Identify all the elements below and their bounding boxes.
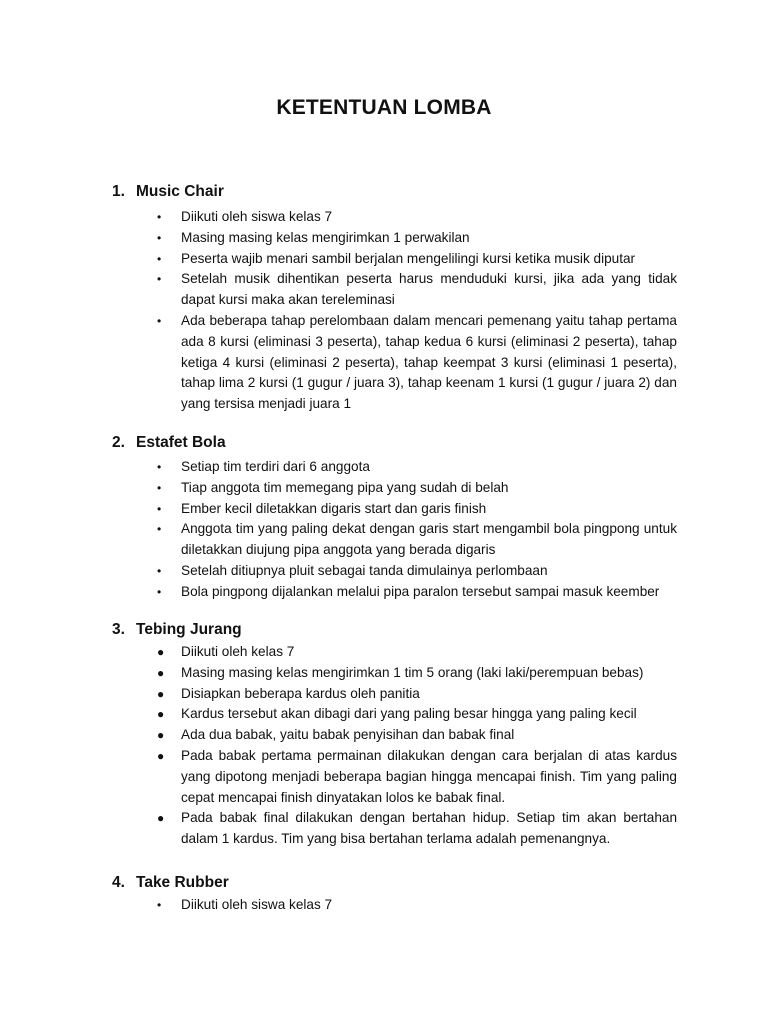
bullet-icon: ● (157, 748, 165, 763)
list-item: • Ember kecil diletakkan digaris start dan garis finish (0, 499, 677, 520)
section-heading (112, 434, 226, 452)
list-item: • Bola pingpong dijalankan melalui pipa paralon tersebut sampai masuk keember (0, 582, 677, 603)
list-item: ● Pada babak final dilakukan dengan bertahan hidup. Setiap tim akan bertahan dalam 1 kardus. Tim yang bisa bertahan terlama adalah pemenangnya. (157, 810, 677, 847)
list-item: • Ada beberapa tahap perelombaan dalam mencari pemenang yaitu tahap pertama ada 8 kursi (eliminasi 3 peserta), tahap kedua 6 kursi (eliminasi 2 peserta), tahap ketiga 4 kursi (eliminasi 2 peserta), tahap keempat 3 kursi (eliminasi 1 peserta), tahap lima 2 kursi (1 gugur / juara 3), tahap keenam 1 kursi (1 gugur / juara 2) dan yang tersisa menjadi juara 1 (157, 312, 677, 412)
list-item: • Setiap tim terdiri dari 6 anggota (0, 457, 677, 478)
bullet-icon: ● (157, 665, 165, 680)
bullet-icon: • (157, 480, 162, 495)
bullet-icon: • (157, 501, 162, 516)
list-item: • Diikuti oleh siswa kelas 7 (0, 895, 677, 916)
section-heading (112, 183, 224, 201)
list-item: • Masing masing kelas mengirimkan 1 perwakilan (0, 228, 677, 249)
bullet-icon: ● (157, 811, 165, 826)
section-title: Tebing Jurang (136, 621, 242, 638)
list-item: ● Diikuti oleh kelas 7 (0, 642, 677, 663)
section-number: 1. (112, 183, 125, 200)
bullet-icon: • (157, 898, 162, 912)
section-heading (112, 874, 229, 892)
bullet-icon: • (157, 210, 162, 224)
list-item: • Anggota tim yang paling dekat dengan garis start mengambil bola pingpong untuk diletakkan diujung pipa anggota yang berada digaris (157, 521, 677, 558)
bullet-icon: • (157, 563, 162, 578)
list-item: • Tiap anggota tim memegang pipa yang sudah di belah (0, 478, 677, 499)
list-item: ● Ada dua babak, yaitu babak penyisihan dan babak final (0, 725, 677, 746)
bullet-list (0, 895, 768, 916)
list-item: ● Pada babak pertama permainan dilakukan dengan cara berjalan di atas kardus yang dipotong menjadi beberapa bagian hingga mencapai finish. Tim yang paling cepat mencapai finish dinyatakan lolos ke babak final. (157, 747, 677, 805)
list-item: ● Masing masing kelas mengirimkan 1 tim 5 orang (laki laki/perempuan bebas) (0, 663, 677, 684)
bullet-icon: • (157, 522, 162, 537)
list-item: ● Kardus tersebut akan dibagi dari yang paling besar hingga yang paling kecil (0, 704, 677, 725)
bullet-icon: ● (157, 645, 165, 659)
list-item: • Diikuti oleh siswa kelas 7 (0, 207, 677, 228)
bullet-icon: • (157, 584, 162, 599)
section-number: 2. (112, 434, 125, 451)
section-title: Music Chair (136, 183, 224, 200)
section-title: Take Rubber (136, 874, 229, 891)
bullet-icon: • (157, 460, 162, 474)
bullet-icon: ● (157, 728, 165, 743)
list-item: • Setelah musik dihentikan peserta harus menduduki kursi, jika ada yang tidak dapat kursi maka akan tereleminasi (157, 271, 677, 308)
list-item: • Setelah ditiupnya pluit sebagai tanda dimulainya perlombaan (0, 561, 677, 582)
section-title: Estafet Bola (136, 434, 226, 451)
bullet-icon: • (157, 313, 162, 328)
page-title: KETENTUAN LOMBA (276, 96, 492, 119)
bullet-icon: ● (157, 686, 165, 701)
bullet-list (0, 207, 768, 415)
section-number: 4. (112, 874, 125, 891)
bullet-list (0, 457, 768, 603)
section-heading (112, 621, 242, 639)
list-item: • Peserta wajib menari sambil berjalan mengelilingi kursi ketika musik diputar (0, 249, 677, 270)
bullet-icon: • (157, 251, 162, 266)
bullet-list (0, 642, 768, 850)
list-item: ● Disiapkan beberapa kardus oleh panitia (0, 684, 677, 705)
section-number: 3. (112, 621, 125, 638)
bullet-icon: • (157, 272, 162, 287)
bullet-icon: • (157, 230, 162, 245)
bullet-icon: ● (157, 707, 165, 722)
